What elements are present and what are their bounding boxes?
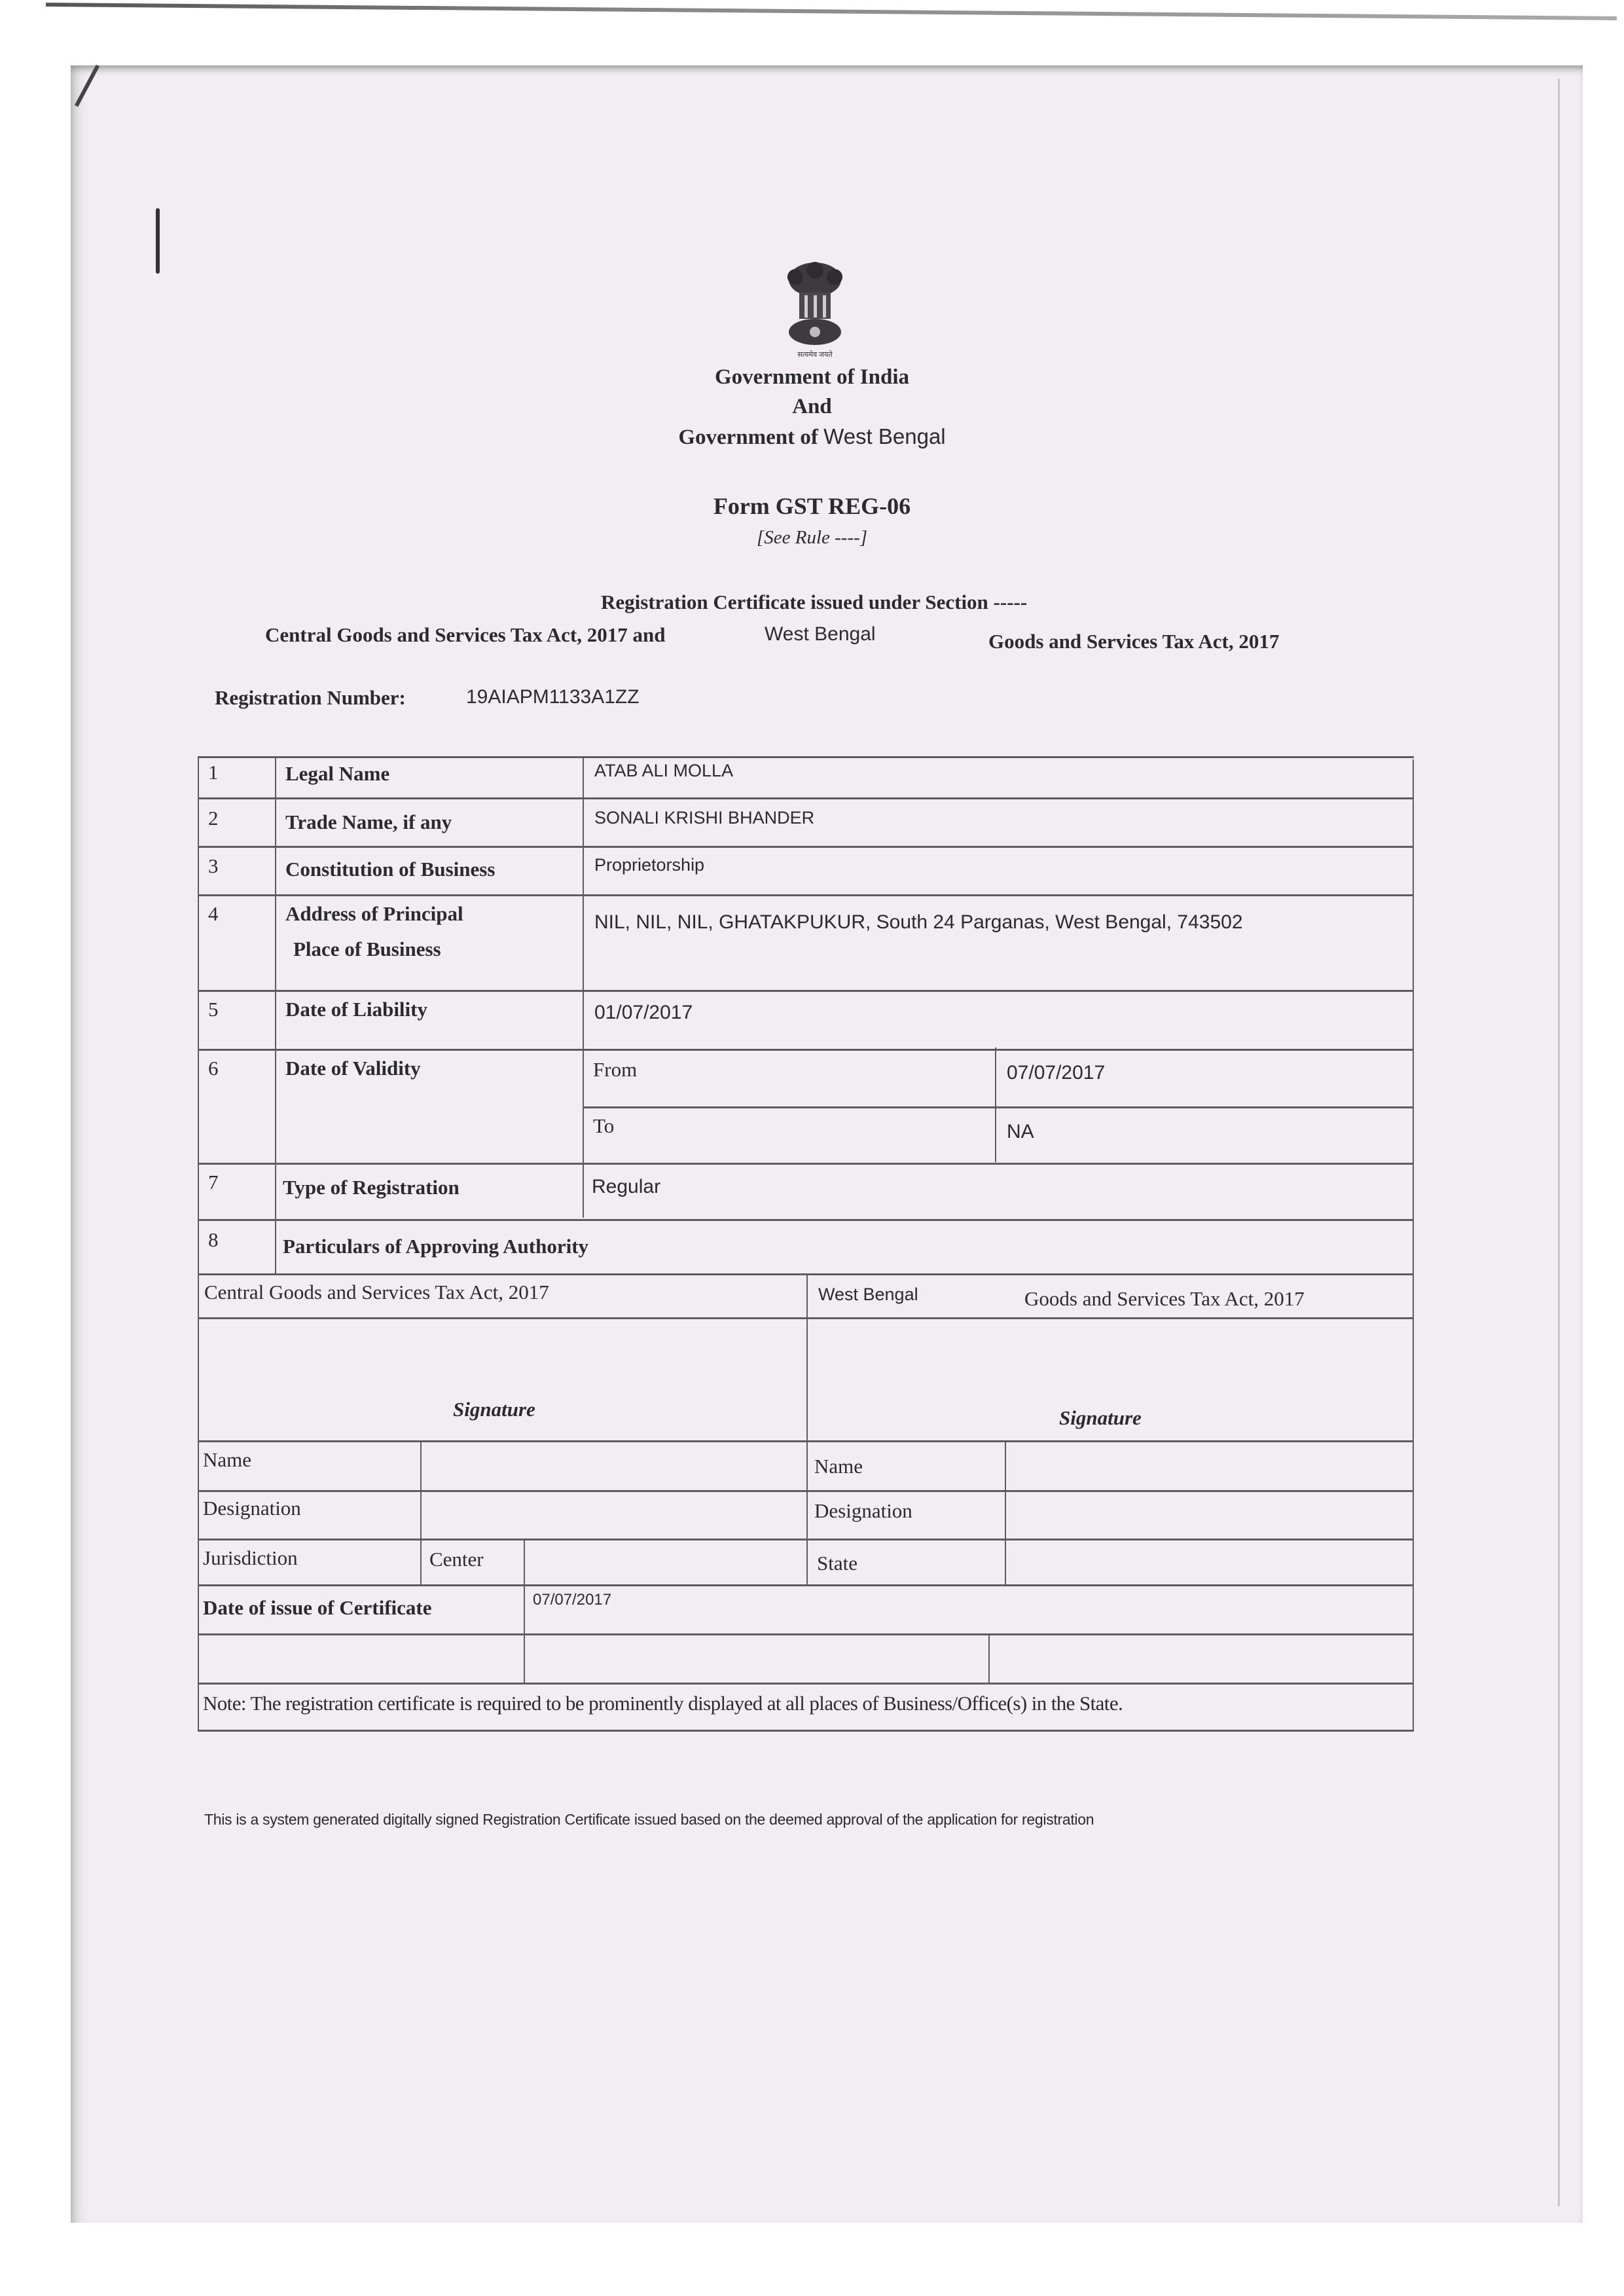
registration-type-label: Type of Registration [283,1176,460,1199]
validity-from-label: From [593,1058,638,1081]
row-1-number: 1 [208,761,219,784]
state-designation-label: Designation [814,1499,912,1522]
state-act-heading: Goods and Services Tax Act, 2017 [1024,1287,1305,1310]
gov-india-heading: Government of India [715,365,909,389]
jurisdiction-label: Jurisdiction [203,1546,298,1569]
center-label: Center [429,1548,484,1571]
legal-name-value: ATAB ALI MOLLA [594,761,734,780]
constitution-label: Constitution of Business [285,858,496,881]
legal-name-label: Legal Name [285,762,390,785]
approving-authority-label: Particulars of Approving Authority [283,1235,589,1258]
emblem-motto: सत्यमेव जयते [797,351,833,359]
validity-to-label: To [593,1114,615,1137]
form-title: Form GST REG-06 [713,493,911,519]
act-line-left: Central Goods and Services Tax Act, 2017 and [265,623,666,646]
row-4-number: 4 [208,902,219,925]
state-signature-label: Signature [1059,1406,1142,1429]
see-rule: [See Rule ----] [756,527,868,548]
national-emblem-icon [776,259,854,363]
state-name-heading: West Bengal [818,1285,918,1304]
row-6-number: 6 [208,1057,219,1080]
gov-state-name: West Bengal [823,424,946,448]
act-line-right: Goods and Services Tax Act, 2017 [988,630,1280,653]
trade-name-value: SONALI KRISHI BHANDER [594,808,815,828]
state-jurisdiction-label: State [817,1552,857,1575]
validity-from-value: 07/07/2017 [1007,1062,1106,1084]
row-8-number: 8 [208,1228,219,1251]
constitution-value: Proprietorship [594,855,705,875]
scan-top-edge [46,3,1617,20]
central-name-label: Name [203,1448,252,1471]
scan-ink-mark [156,208,160,274]
address-value: NIL, NIL, NIL, GHATAKPUKUR, South 24 Parganas, West Bengal, 743502 [594,911,1243,933]
registration-type-value: Regular [592,1176,661,1197]
address-label-line2: Place of Business [293,938,441,960]
row-3-number: 3 [208,854,219,877]
validity-to-value: NA [1007,1121,1034,1142]
date-issue-label: Date of issue of Certificate [203,1596,432,1619]
gov-of-label: Government of [678,426,818,449]
display-note: Note: The registration certificate is required to be prominently displayed at all places of Business/Office(s) in the State. [203,1692,1123,1715]
gov-state-heading [0,424,1624,450]
date-liability-value: 01/07/2017 [594,1002,693,1023]
act-line-state: West Bengal [765,623,876,645]
central-signature-label: Signature [453,1398,535,1421]
system-generated-footer: This is a system generated digitally signed Registration Certificate issued based on the deemed approval of the application for registration [204,1811,1094,1828]
central-act-heading: Central Goods and Services Tax Act, 2017 [204,1281,549,1303]
row-5-number: 5 [208,998,219,1021]
registration-number-label: Registration Number: [215,686,406,709]
state-name-label: Name [814,1455,863,1478]
registration-number-value: 19AIAPM1133A1ZZ [466,686,640,708]
row-2-number: 2 [208,807,219,829]
address-label-line1: Address of Principal [285,902,463,925]
date-issue-value: 07/07/2017 [533,1591,612,1609]
trade-name-label: Trade Name, if any [285,811,452,833]
and-heading: And [792,395,832,418]
date-validity-label: Date of Validity [285,1057,421,1080]
certificate-title: Registration Certificate issued under Section ----- [601,591,1028,613]
central-designation-label: Designation [203,1497,301,1520]
row-7-number: 7 [208,1171,219,1194]
date-liability-label: Date of Liability [285,998,427,1021]
